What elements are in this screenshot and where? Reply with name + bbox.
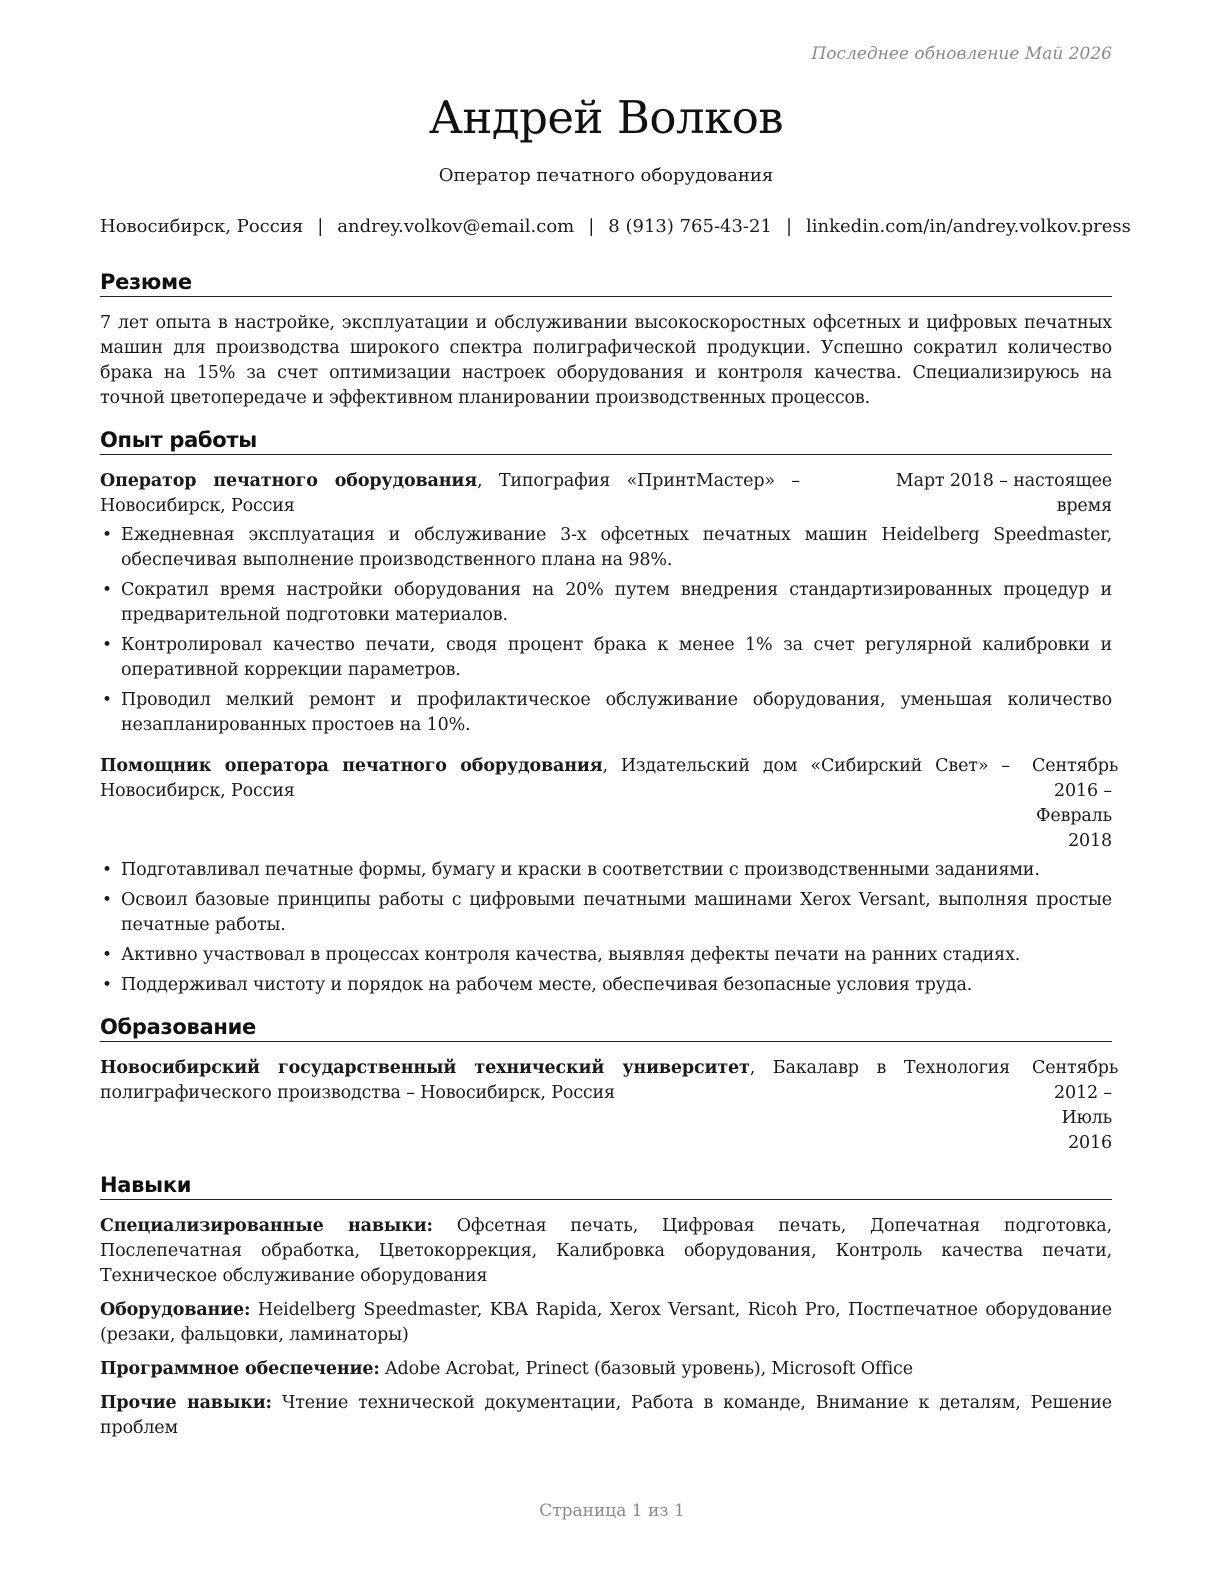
skill-label: Специализированные навыки:: [100, 1216, 433, 1236]
contact-separator: |: [588, 216, 595, 237]
skill-row: [100, 1214, 1112, 1289]
contact-line: [100, 215, 1131, 239]
skill-label: Программное обеспечение:: [100, 1359, 380, 1379]
skill-value: Офсетная печать, Цифровая печать, Допечатная подготовка, Послепечатная обработка, Цветокоррекция, Калибровка оборудования, Контроль качества печати, Техническое обслуживание оборудования: [100, 1216, 1112, 1286]
experience-heading: Опыт работы: [100, 427, 1112, 455]
list-item: • Сократил время настройки оборудования на 20% путем внедрения стандартизированных процедур и предварительной подготовки материалов.: [100, 578, 1112, 628]
job-entry: [100, 469, 1112, 738]
skill-value: Чтение технической документации, Работа в команде, Внимание к деталям, Решение проблем: [100, 1393, 1113, 1438]
job-title: Помощник оператора печатного оборудования: [100, 756, 603, 776]
candidate-title: Оператор печатного оборудования: [438, 165, 774, 186]
education-heading: Образование: [100, 1014, 1112, 1042]
contact-linkedin[interactable]: linkedin.com/in/andrey.volkov.press: [806, 216, 1131, 237]
job-title: Оператор печатного оборудования: [100, 471, 477, 491]
skills-list: [100, 1214, 1112, 1441]
skill-row: [100, 1391, 1112, 1441]
page-number: Страница 1 из 1: [539, 1501, 685, 1521]
education-entry: [100, 1056, 1119, 1156]
list-item: • Подготавливал печатные формы, бумагу и краски в соответствии с производственными заданиями.: [100, 858, 1112, 883]
education-institution: Новосибирский государственный технический университет: [100, 1058, 750, 1078]
list-item: • Контролировал качество печати, сводя процент брака к менее 1% за счет регулярной калибровки и оперативной коррекции параметров.: [100, 633, 1112, 683]
contact-phone: 8 (913) 765-43-21: [608, 216, 772, 237]
list-item: • Ежедневная эксплуатация и обслуживание 3-х офсетных печатных машин Heidelberg Speedmaster, обеспечивая выполнение производственного плана на 98%.: [100, 523, 1112, 573]
resume-page: [100, 86, 1131, 1441]
contact-location: Новосибирск, Россия: [100, 216, 304, 237]
list-item: • Поддерживал чистоту и порядок на рабочем месте, обеспечивая безопасные условия труда.: [100, 973, 1112, 998]
list-item: • Активно участвовал в процессах контроля качества, выявляя дефекты печати на ранних стадиях.: [100, 943, 1112, 968]
job-company: , Типография «ПринтМастер» – Новосибирск, Россия: [100, 471, 801, 516]
contact-email[interactable]: andrey.volkov@email.com: [337, 216, 575, 237]
job-company: , Издательский дом «Сибирский Свет» – Новосибирск, Россия: [100, 756, 1010, 801]
summary-text: 7 лет опыта в настройке, эксплуатации и обслуживании высокоскоростных офсетных и цифровых печатных машин для производства широкого спектра полиграфической продукции. Успешно сократил количество брака на 15% за счет оптимизации настроек оборудования и контроля качества. Специализируюсь на точной цветопередаче и эффективном планировании производственных процессов.: [100, 313, 1112, 408]
candidate-name: Андрей Волков: [428, 91, 784, 144]
summary-heading: Резюме: [100, 269, 1112, 297]
contact-separator: |: [785, 216, 793, 237]
last-updated: Последнее обновление Май 2026: [811, 44, 1112, 64]
skill-label: Прочие навыки:: [100, 1393, 272, 1413]
education-degree: , Бакалавр в Технология полиграфического производства – Новосибирск, Россия: [100, 1058, 1010, 1103]
job-bullets: [100, 523, 1112, 738]
education-dates: Сентябрь 2012 – Июль 2016: [1032, 1058, 1119, 1153]
contact-separator: |: [317, 216, 324, 237]
skill-value: Heidelberg Speedmaster, KBA Rapida, Xerox Versant, Ricoh Pro, Постпечатное оборудование (резаки, фальцовки, ламинаторы): [100, 1300, 1112, 1345]
skill-row: [100, 1357, 1112, 1382]
list-item: • Проводил мелкий ремонт и профилактическое обслуживание оборудования, уменьшая количество незапланированных простоев на 10%.: [100, 688, 1112, 738]
skills-heading: Навыки: [100, 1172, 1112, 1200]
skill-row: [100, 1298, 1112, 1348]
skill-label: Оборудование:: [100, 1300, 251, 1320]
job-dates: Сентябрь 2016 – Февраль 2018: [1032, 756, 1119, 851]
job-entry: [100, 754, 1119, 998]
skill-value: Adobe Acrobat, Prinect (базовый уровень), Microsoft Office: [379, 1359, 913, 1379]
job-bullets: [100, 858, 1112, 998]
list-item: • Освоил базовые принципы работы с цифровыми печатными машинами Xerox Versant, выполняя простые печатные работы.: [100, 888, 1112, 938]
job-dates: Март 2018 – настоящее время: [895, 471, 1112, 516]
